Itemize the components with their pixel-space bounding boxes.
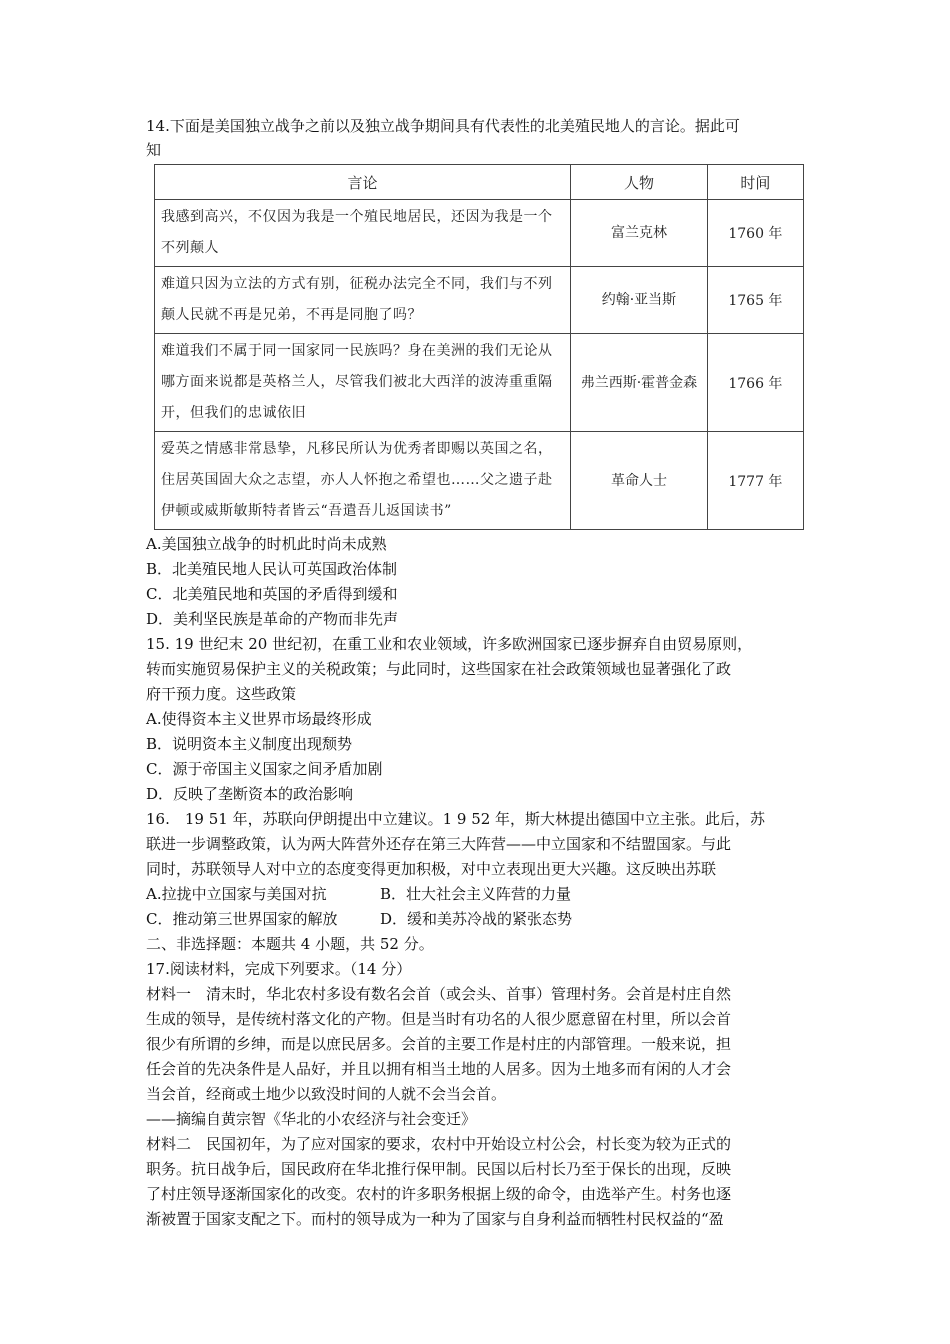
row-person: 约翰·亚当斯: [571, 267, 708, 334]
header-time: 时间: [707, 165, 803, 200]
table-row: [155, 267, 804, 334]
row-time: 1760 年: [707, 200, 803, 267]
q17-material1-line4: 任会首的先决条件是人品好，并且以拥有相当土地的人居多。因为土地多而有闲的人才会: [146, 1060, 732, 1078]
row-speech: 难道只因为立法的方式有别，征税办法完全不同，我们与不列颠人民就不再是兄弟，不再是同胞了吗？: [155, 267, 571, 334]
row-time: 1765 年: [707, 267, 803, 334]
section2-heading: 二、非选择题：本题共 4 小题，共 52 分。: [146, 935, 434, 953]
exam-page: [146, 114, 806, 1232]
q14-stem-line2: 知: [146, 141, 162, 159]
q17-material2-line1: 材料二 民国初年，为了应对国家的要求，农村中开始设立村公会，村长变为较为正式的: [146, 1135, 732, 1153]
q16-options-row2: [146, 907, 806, 932]
q16-option-d: D．缓和美苏冷战的紧张态势: [380, 910, 573, 928]
q15-option-b: B．说明资本主义制度出现颓势: [146, 735, 353, 753]
q16-option-a: A.拉拢中立国家与美国对抗: [146, 885, 327, 903]
q17-material1-line5: 当会首，经商或土地少以致没时间的人就不会当会首。: [146, 1085, 507, 1103]
row-speech: 难道我们不属于同一国家同一民族吗？身在美洲的我们无论从哪方面来说都是英格兰人，尽管我们被北大西洋的波涛重重隔开，但我们的忠诚依旧: [155, 334, 571, 432]
q17-material1-line2: 生成的领导，是传统村落文化的产物。但是当时有功名的人很少愿意留在村里，所以会首: [146, 1010, 732, 1028]
table-row: [155, 334, 804, 432]
q17-material2-line3: 了村庄领导逐渐国家化的改变。农村的许多职务根据上级的命令，由选举产生。村务也逐: [146, 1185, 732, 1203]
q16-option-c: C．推动第三世界国家的解放: [146, 910, 338, 928]
row-time: 1777 年: [707, 432, 803, 530]
q14-option-a: A.美国独立战争的时机此时尚未成熟: [146, 535, 387, 553]
row-time: 1766 年: [707, 334, 803, 432]
table-row: [155, 200, 804, 267]
q17-material1-line1: 材料一 清末时，华北农村多设有数名会首（或会头、首事）管理村务。会首是村庄自然: [146, 985, 732, 1003]
q17-material1-line3: 很少有所谓的乡绅，而是以庶民居多。会首的主要工作是村庄的内部管理。一般来说，担: [146, 1035, 732, 1053]
q16-stem-line2: 联进一步调整政策，认为两大阵营外还存在第三大阵营——中立国家和不结盟国家。与此: [146, 835, 732, 853]
q14-option-b: B．北美殖民地人民认可英国政治体制: [146, 560, 398, 578]
row-person: 富兰克林: [571, 200, 708, 267]
q15-option-d: D．反映了垄断资本的政治影响: [146, 785, 354, 803]
q15-option-a: A.使得资本主义世界市场最终形成: [146, 710, 372, 728]
q14-option-c: C．北美殖民地和英国的矛盾得到缓和: [146, 585, 398, 603]
q16-options-row1: [146, 882, 806, 907]
q15-stem-line1: 15. 19 世纪末 20 世纪初，在重工业和农业领域，许多欧洲国家已逐步摒弃自由贸易原则，: [146, 635, 753, 653]
q17-stem: 17.阅读材料，完成下列要求。（14 分）: [146, 960, 412, 978]
q14-stem-line1: 14.下面是美国独立战争之前以及独立战争期间具有代表性的北美殖民地人的言论。据此可: [146, 117, 740, 135]
q15-option-c: C．源于帝国主义国家之间矛盾加剧: [146, 760, 383, 778]
q14-option-d: D．美利坚民族是革命的产物而非先声: [146, 610, 399, 628]
table-row: [155, 432, 804, 530]
header-person: 人物: [571, 165, 708, 200]
row-speech: 爱英之情感非常恳挚，凡移民所认为优秀者即赐以英国之名，住居英国固大众之志望，亦人人怀抱之希望也……父之遗子赴伊顿或威斯敏斯特者皆云“吾遣吾儿返国读书”: [155, 432, 571, 530]
q17-material2-line2: 职务。抗日战争后，国民政府在华北推行保甲制。民国以后村长乃至于保长的出现，反映: [146, 1160, 732, 1178]
row-person: 弗兰西斯·霍普金森: [571, 334, 708, 432]
q16-option-b: B．壮大社会主义阵营的力量: [380, 885, 572, 903]
q17-material1-source: ——摘编自黄宗智《华北的小农经济与社会变迁》: [146, 1110, 477, 1128]
q16-stem-line3: 同时，苏联领导人对中立的态度变得更加积极，对中立表现出更大兴趣。这反映出苏联: [146, 860, 717, 878]
q14-quote-table: [154, 164, 804, 530]
row-person: 革命人士: [571, 432, 708, 530]
q15-stem-line3: 府干预力度。这些政策: [146, 685, 297, 703]
row-speech: 我感到高兴，不仅因为我是一个殖民地居民，还因为我是一个不列颠人: [155, 200, 571, 267]
table-header-row: [155, 165, 804, 200]
header-speech: 言论: [155, 165, 571, 200]
q16-stem-line1: 16. 19 51 年，苏联向伊朗提出中立建议。1 9 52 年，斯大林提出德国中立主张。此后，苏: [146, 810, 766, 828]
q17-material2-line4: 渐被置于国家支配之下。而村的领导成为一种为了国家与自身利益而牺牲村民权益的“盈: [146, 1210, 724, 1228]
q15-stem-line2: 转而实施贸易保护主义的关税政策；与此同时，这些国家在社会政策领域也显著强化了政: [146, 660, 732, 678]
